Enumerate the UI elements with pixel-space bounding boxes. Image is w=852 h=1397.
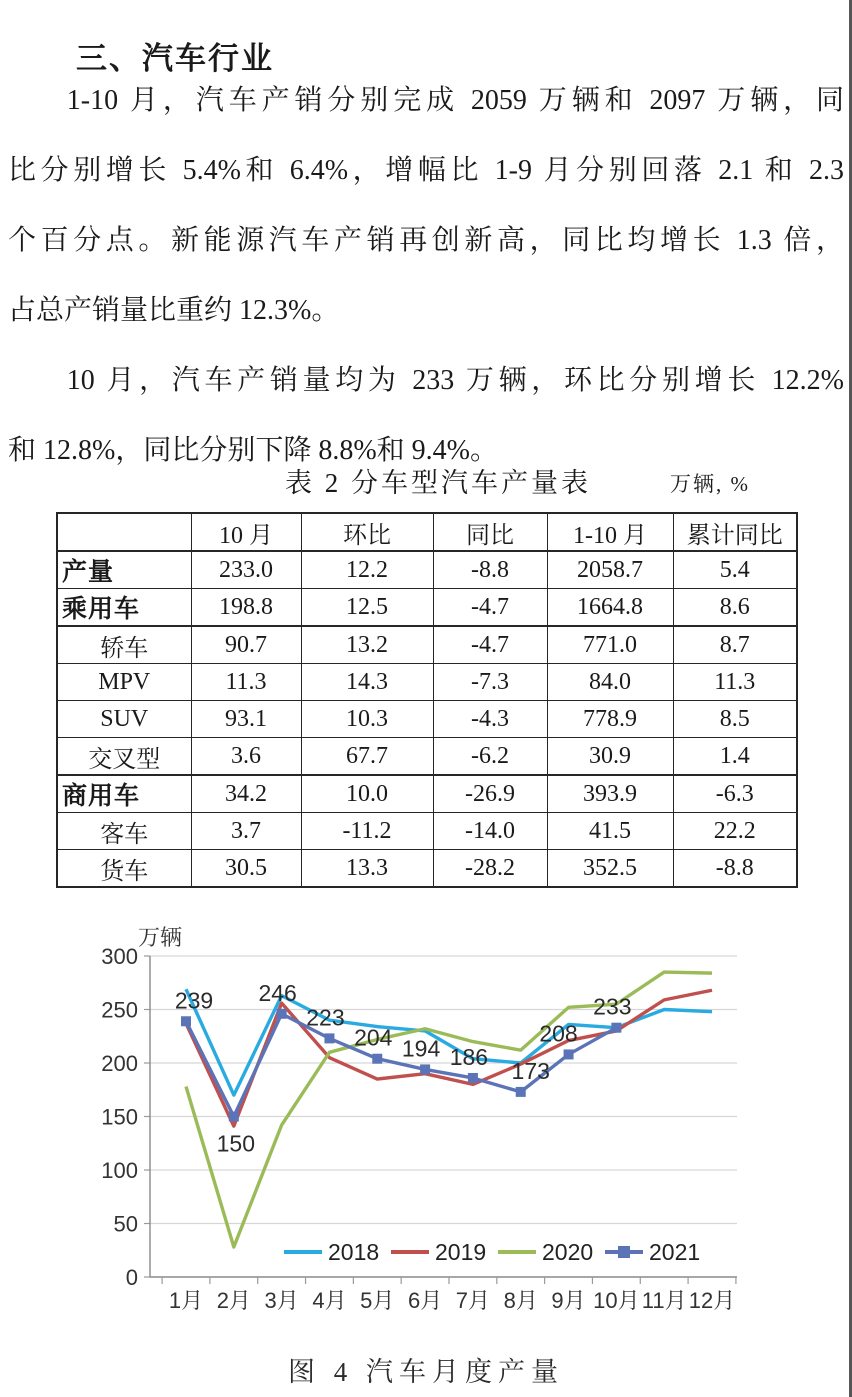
cell-value: 12.2 <box>301 551 433 589</box>
figure-caption: 图 4 汽车月度产量 <box>288 1357 564 1387</box>
table-title: 表 2 分车型汽车产量表 <box>285 468 591 498</box>
text-line: 1-10 月，汽车产销分别完成 2059 万辆和 2097 万辆，同 <box>66 85 844 116</box>
cell-value: 393.9 <box>547 775 673 813</box>
data-label-2021: 204 <box>354 1024 393 1051</box>
series-2020-line <box>186 972 712 1247</box>
cell-value: 8.6 <box>673 589 797 627</box>
row-label: 轿车 <box>57 626 191 664</box>
table-row <box>57 701 797 738</box>
cell-value: 30.5 <box>191 850 301 888</box>
cell-value: 12.5 <box>301 589 433 627</box>
table-header <box>57 513 797 551</box>
table-row <box>57 589 797 627</box>
cell-value: 14.3 <box>301 664 433 701</box>
series-2021-marker <box>277 1009 287 1019</box>
cell-value: 30.9 <box>547 738 673 776</box>
cell-value: 778.9 <box>547 701 673 738</box>
paragraph-1 <box>8 66 844 346</box>
row-label: 货车 <box>57 850 191 888</box>
text-line: 和 12.8%，同比分别下降 8.8%和 9.4%。 <box>8 435 498 466</box>
cell-value: -4.7 <box>433 626 547 664</box>
row-label: 乘用车 <box>57 589 191 627</box>
row-label: 交叉型 <box>57 738 191 776</box>
cell-value: 34.2 <box>191 775 301 813</box>
section-heading: 三、汽车行业 <box>76 40 274 76</box>
cell-value: 84.0 <box>547 664 673 701</box>
data-label-2021: 194 <box>401 1035 441 1062</box>
cell-value: 41.5 <box>547 813 673 850</box>
series-2021-marker <box>324 1033 334 1043</box>
x-tick-label: 4月 <box>312 1288 347 1313</box>
x-tick-label: 9月 <box>551 1288 586 1313</box>
series-2021-marker <box>372 1054 382 1064</box>
cell-value: -8.8 <box>433 551 547 589</box>
x-tick-label: 6月 <box>407 1288 443 1313</box>
cell-value: 1664.8 <box>547 589 673 627</box>
y-tick-label: 0 <box>125 1265 138 1290</box>
text-line: 占总产销量比重约 12.3%。 <box>8 295 340 326</box>
cell-value: 8.5 <box>673 701 797 738</box>
x-tick-label: 3月 <box>264 1288 299 1313</box>
cell-value: 93.1 <box>191 701 301 738</box>
cell-value: -6.2 <box>433 738 547 776</box>
x-tick-label: 2月 <box>216 1288 251 1313</box>
cell-value: -4.7 <box>433 589 547 627</box>
cell-value: -8.8 <box>673 850 797 888</box>
cell-value: 2058.7 <box>547 551 673 589</box>
cell-value: -6.3 <box>673 775 797 813</box>
cell-value: 5.4 <box>673 551 797 589</box>
column-header: 累计同比 <box>673 513 797 551</box>
x-tick-label: 12月 <box>688 1288 736 1313</box>
cell-value: 13.3 <box>301 850 433 888</box>
legend-label-2019: 2019 <box>435 1239 487 1265</box>
y-tick-label: 200 <box>101 1051 138 1076</box>
series-2021-marker <box>420 1064 430 1074</box>
cell-value: -7.3 <box>433 664 547 701</box>
cell-value: 198.8 <box>191 589 301 627</box>
cell-value: 11.3 <box>191 664 301 701</box>
x-tick-label: 11月 <box>641 1288 687 1313</box>
y-tick-label: 300 <box>101 944 138 969</box>
table-row <box>57 626 797 664</box>
table-unit-label: 万辆, % <box>670 472 750 496</box>
cell-value: -14.0 <box>433 813 547 850</box>
data-label-2021: 173 <box>511 1057 550 1084</box>
data-label-2021: 150 <box>216 1130 256 1157</box>
legend-label-2018: 2018 <box>328 1239 380 1265</box>
data-label-2021: 239 <box>174 987 214 1014</box>
row-label: 客车 <box>57 813 191 850</box>
monthly-production-chart <box>0 900 852 1352</box>
cell-value: 67.7 <box>301 738 433 776</box>
cell-value: 3.6 <box>191 738 301 776</box>
data-label-2021: 246 <box>258 979 297 1006</box>
data-label-2021: 233 <box>593 993 632 1020</box>
text-line: 个百分点。新能源汽车产销再创新高，同比均增长 1.3 倍， <box>8 225 844 256</box>
series-2021-marker <box>181 1016 191 1026</box>
data-label-2021: 186 <box>449 1043 489 1070</box>
y-tick-label: 150 <box>101 1104 138 1130</box>
data-label-2021: 208 <box>539 1020 578 1047</box>
cell-value: 10.3 <box>301 701 433 738</box>
legend-label-2021: 2021 <box>649 1239 701 1265</box>
cell-value: 90.7 <box>191 626 301 664</box>
column-header: 同比 <box>433 513 547 551</box>
column-header <box>57 513 191 551</box>
column-header: 环比 <box>301 513 433 551</box>
text-line: 比分别增长 5.4%和 6.4%，增幅比 1-9 月分别回落 2.1 和 2.3 <box>8 155 844 186</box>
text-line: 10 月，汽车产销量均为 233 万辆，环比分别增长 12.2% <box>66 365 844 396</box>
table-row <box>57 551 797 589</box>
cell-value: -26.9 <box>433 775 547 813</box>
series-2021-marker <box>516 1087 526 1097</box>
table-row <box>57 664 797 701</box>
cell-value: 3.7 <box>191 813 301 850</box>
x-tick-label: 10月 <box>593 1288 640 1313</box>
series-2021-marker <box>468 1073 478 1083</box>
cell-value: 352.5 <box>547 850 673 888</box>
table-row <box>57 775 797 813</box>
cell-value: 11.3 <box>673 664 797 701</box>
cell-value: 1.4 <box>673 738 797 776</box>
column-header: 10 月 <box>191 513 301 551</box>
y-tick-label: 50 <box>113 1211 138 1237</box>
table-row <box>57 738 797 776</box>
row-label: MPV <box>57 664 191 701</box>
x-tick-label: 8月 <box>503 1288 538 1313</box>
y-tick-label: 100 <box>101 1158 138 1183</box>
legend-marker-2021 <box>618 1246 630 1258</box>
chart-svg <box>0 900 852 1352</box>
cell-value: 771.0 <box>547 626 673 664</box>
series-2021-marker <box>564 1049 574 1059</box>
cell-value: 13.2 <box>301 626 433 664</box>
cell-value: -11.2 <box>301 813 433 850</box>
series-2021-marker <box>611 1023 621 1033</box>
data-label-2021: 223 <box>306 1004 345 1031</box>
row-label: SUV <box>57 701 191 738</box>
cell-value: 233.0 <box>191 551 301 589</box>
x-tick-label: 1月 <box>168 1288 204 1313</box>
table-body <box>57 551 797 887</box>
row-label: 产量 <box>57 551 191 589</box>
y-axis-title: 万辆 <box>138 925 183 950</box>
cell-value: 8.7 <box>673 626 797 664</box>
y-tick-label: 250 <box>101 997 138 1023</box>
table-row <box>57 813 797 850</box>
table-row <box>57 850 797 888</box>
cell-value: 22.2 <box>673 813 797 850</box>
cell-value: -4.3 <box>433 701 547 738</box>
column-header: 1-10 月 <box>547 513 673 551</box>
cell-value: -28.2 <box>433 850 547 888</box>
legend-label-2020: 2020 <box>542 1239 594 1265</box>
production-table <box>56 512 798 888</box>
x-tick-label: 7月 <box>455 1288 491 1313</box>
cell-value: 10.0 <box>301 775 433 813</box>
series-2021-marker <box>229 1112 239 1122</box>
x-tick-label: 5月 <box>360 1288 395 1313</box>
row-label: 商用车 <box>57 775 191 813</box>
